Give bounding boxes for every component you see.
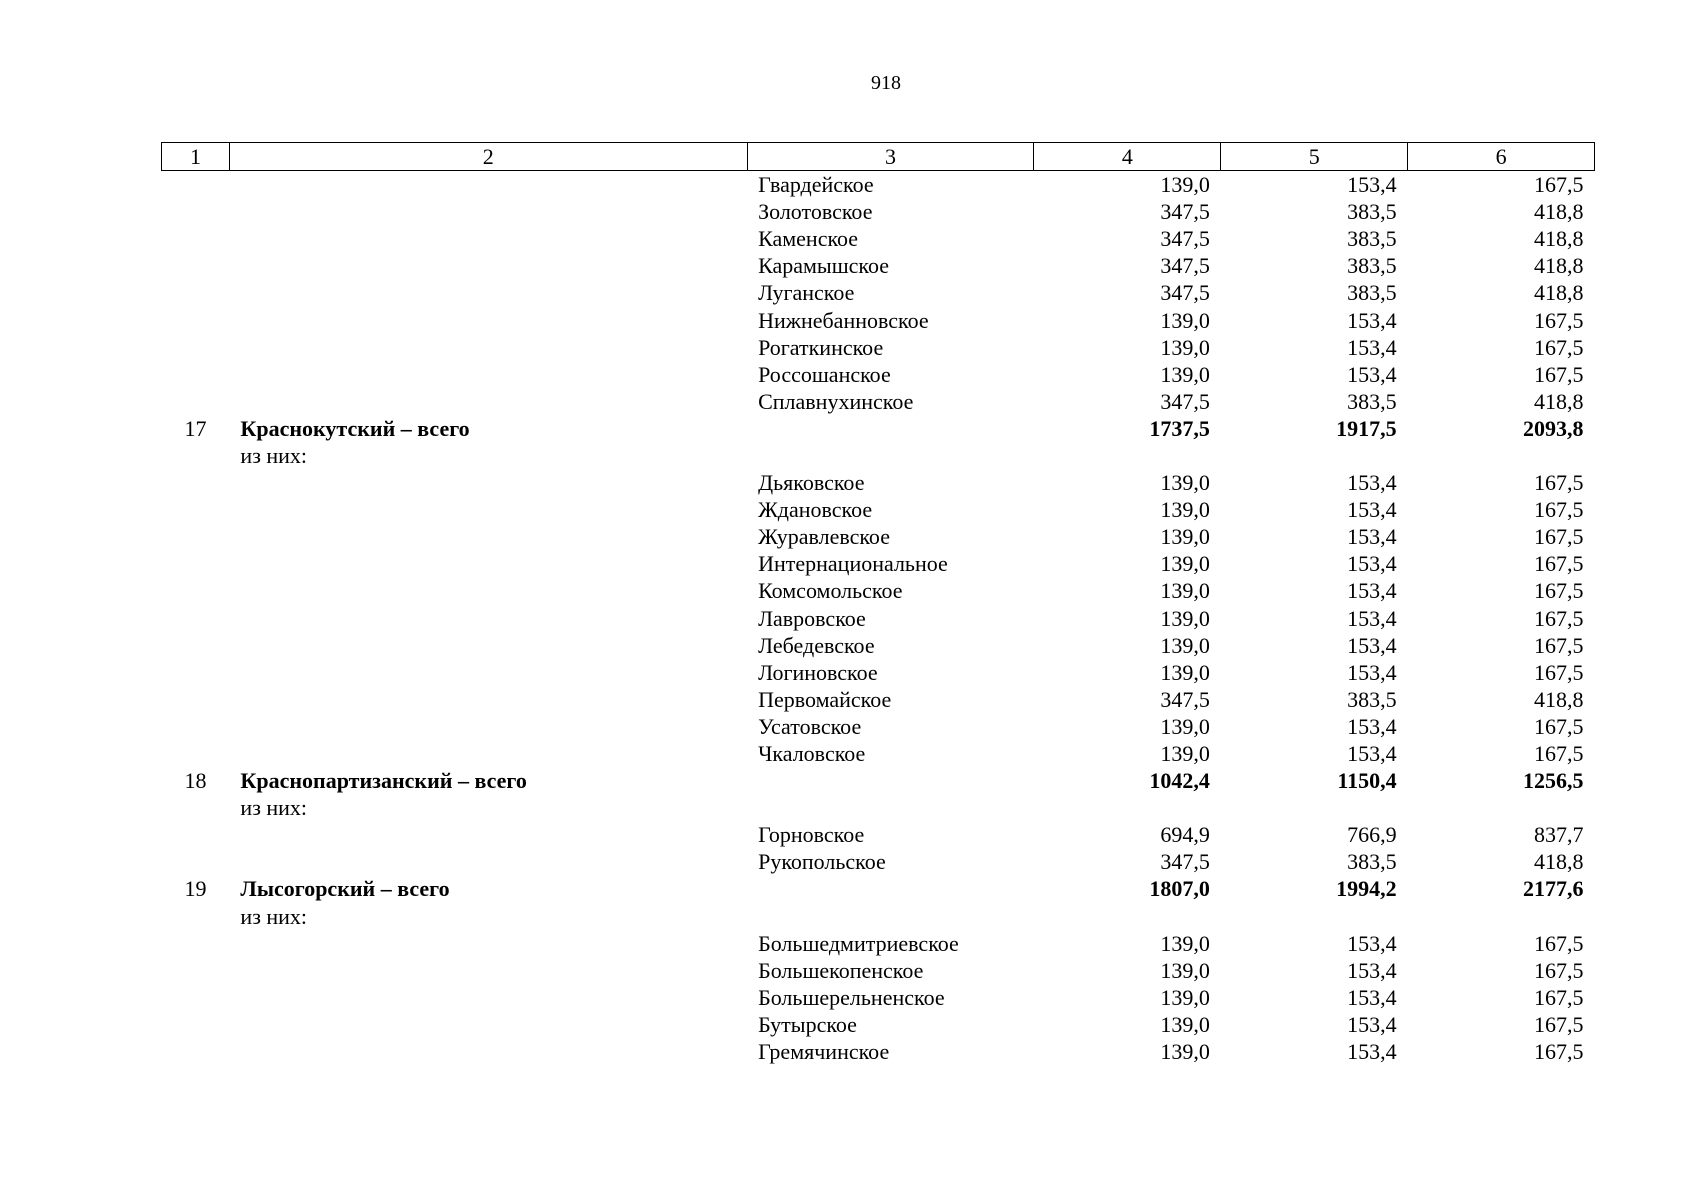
column-header-6: 6: [1408, 143, 1595, 171]
settlement-name: Горновское: [758, 822, 865, 848]
row-number: [162, 279, 230, 306]
value-col-4: 139,0: [1160, 605, 1210, 631]
value-col-5: 383,5: [1347, 280, 1397, 306]
value-col-4: 347,5: [1160, 849, 1210, 875]
region-name: [229, 171, 747, 199]
region-name: [229, 957, 747, 984]
region-name: [229, 550, 747, 577]
region-name: [229, 713, 747, 740]
table-row: [162, 659, 1595, 686]
settlement-name: [747, 415, 1034, 442]
row-number: [162, 848, 230, 875]
value-col-6: 2093,8: [1523, 415, 1584, 441]
value-col-6: [1408, 903, 1595, 930]
value-col-6: 1256,5: [1523, 768, 1584, 794]
table-row: [162, 279, 1595, 306]
value-col-4: 1737,5: [1149, 415, 1210, 441]
region-name: Лысогорский – всего: [240, 876, 450, 902]
page-number: 918: [871, 72, 901, 94]
region-name: [229, 279, 747, 306]
region-name: [229, 523, 747, 550]
value-col-4: 139,0: [1160, 930, 1210, 956]
row-number: 19: [184, 876, 207, 902]
table-row: [162, 577, 1595, 604]
settlement-name: Золотовское: [758, 199, 873, 225]
value-col-4: 1807,0: [1149, 876, 1210, 902]
district-total-row: [162, 415, 1595, 442]
value-col-4: 139,0: [1160, 524, 1210, 550]
value-col-6: [1408, 442, 1595, 469]
settlement-name: Усатовское: [758, 713, 862, 739]
row-number: [162, 903, 230, 930]
settlement-name: Сплавнухинское: [758, 388, 914, 414]
value-col-5: 766,9: [1347, 822, 1397, 848]
region-name: [229, 388, 747, 415]
value-col-4: 139,0: [1160, 659, 1210, 685]
region-name: [229, 984, 747, 1011]
value-col-4: 347,5: [1160, 226, 1210, 252]
column-header-5: 5: [1221, 143, 1408, 171]
district-total-row: [162, 767, 1595, 794]
value-col-6: 167,5: [1534, 1039, 1584, 1065]
table-row: [162, 523, 1595, 550]
value-col-5: 383,5: [1347, 686, 1397, 712]
region-name: Краснопартизанский – всего: [240, 768, 527, 794]
settlement-name: Журавлевское: [758, 524, 890, 550]
settlement-name: Каменское: [758, 226, 859, 252]
value-col-5: 153,4: [1347, 551, 1397, 577]
settlement-name: Лебедевское: [758, 632, 875, 658]
value-col-5: 153,4: [1347, 524, 1397, 550]
region-name: из них:: [240, 795, 308, 821]
value-col-6: 167,5: [1534, 984, 1584, 1010]
value-col-4: 1042,4: [1149, 768, 1210, 794]
value-col-5: 383,5: [1347, 199, 1397, 225]
value-col-5: 153,4: [1347, 578, 1397, 604]
value-col-6: 167,5: [1534, 361, 1584, 387]
value-col-4: 139,0: [1160, 470, 1210, 496]
value-col-6: 167,5: [1534, 334, 1584, 360]
value-col-4: 139,0: [1160, 334, 1210, 360]
value-col-4: 139,0: [1160, 741, 1210, 767]
region-name: [229, 659, 747, 686]
settlement-name: Дьяковское: [758, 470, 865, 496]
table-row: [162, 469, 1595, 496]
value-col-5: 153,4: [1347, 1039, 1397, 1065]
value-col-6: 167,5: [1534, 307, 1584, 333]
settlement-name: Гремячинское: [758, 1039, 890, 1065]
value-col-5: 153,4: [1347, 713, 1397, 739]
row-number: [162, 442, 230, 469]
region-name: [229, 1038, 747, 1065]
value-col-5: 383,5: [1347, 388, 1397, 414]
value-col-5: 153,4: [1347, 659, 1397, 685]
row-number: [162, 171, 230, 199]
row-number: [162, 821, 230, 848]
settlement-name: Большедмитриевское: [758, 930, 959, 956]
region-name: [229, 1011, 747, 1038]
header-row: [162, 143, 1595, 171]
value-col-5: 383,5: [1347, 253, 1397, 279]
value-col-4: 139,0: [1160, 713, 1210, 739]
value-col-6: 167,5: [1534, 605, 1584, 631]
value-col-5: 153,4: [1347, 605, 1397, 631]
region-name: [229, 306, 747, 333]
region-name: [229, 225, 747, 252]
region-name: [229, 469, 747, 496]
row-number: [162, 306, 230, 333]
region-name: [229, 361, 747, 388]
row-number: [162, 957, 230, 984]
subheading-row: [162, 794, 1595, 821]
settlement-name: Ждановское: [758, 497, 873, 523]
table-row: [162, 821, 1595, 848]
row-number: [162, 496, 230, 523]
settlement-name: Большекопенское: [758, 957, 924, 983]
data-table: [161, 142, 1595, 1065]
value-col-6: 167,5: [1534, 632, 1584, 658]
value-col-5: 153,4: [1347, 497, 1397, 523]
value-col-5: 1917,5: [1336, 415, 1397, 441]
settlement-name: Комсомольское: [758, 578, 903, 604]
region-name: из них:: [240, 903, 308, 929]
value-col-4: 139,0: [1160, 551, 1210, 577]
value-col-5: [1221, 903, 1408, 930]
value-col-5: 153,4: [1347, 632, 1397, 658]
settlement-name: Чкаловское: [758, 741, 866, 767]
settlement-name: Первомайское: [758, 686, 892, 712]
value-col-5: 383,5: [1347, 849, 1397, 875]
value-col-4: 139,0: [1160, 1039, 1210, 1065]
value-col-6: 837,7: [1534, 822, 1584, 848]
value-col-5: 153,4: [1347, 470, 1397, 496]
value-col-6: 167,5: [1534, 578, 1584, 604]
region-name: [229, 252, 747, 279]
row-number: [162, 794, 230, 821]
region-name: [229, 605, 747, 632]
row-number: [162, 388, 230, 415]
row-number: [162, 1011, 230, 1038]
settlement-name: [747, 767, 1034, 794]
value-col-4: 347,5: [1160, 686, 1210, 712]
value-col-5: 153,4: [1347, 361, 1397, 387]
region-name: [229, 496, 747, 523]
value-col-5: 153,4: [1347, 741, 1397, 767]
row-number: [162, 252, 230, 279]
table-row: [162, 1038, 1595, 1065]
table-row: [162, 496, 1595, 523]
table-row: [162, 550, 1595, 577]
table-body: [162, 171, 1595, 1066]
settlement-name: Луганское: [758, 280, 855, 306]
settlement-name: Рукопольское: [758, 849, 886, 875]
row-number: [162, 659, 230, 686]
value-col-4: 139,0: [1160, 1011, 1210, 1037]
table-row: [162, 388, 1595, 415]
region-name: [229, 848, 747, 875]
row-number: [162, 550, 230, 577]
row-number: 18: [184, 768, 207, 794]
value-col-6: 167,5: [1534, 957, 1584, 983]
value-col-5: [1221, 794, 1408, 821]
value-col-4: 139,0: [1160, 497, 1210, 523]
settlement-name: Нижнебанновское: [758, 307, 929, 333]
value-col-6: 418,8: [1534, 199, 1584, 225]
value-col-6: 167,5: [1534, 524, 1584, 550]
region-name: [229, 632, 747, 659]
value-col-6: 167,5: [1534, 741, 1584, 767]
region-name: [229, 930, 747, 957]
row-number: [162, 713, 230, 740]
settlement-name: [747, 794, 1034, 821]
value-col-4: 139,0: [1160, 632, 1210, 658]
table-row: [162, 171, 1595, 199]
value-col-4: 139,0: [1160, 578, 1210, 604]
value-col-6: 167,5: [1534, 930, 1584, 956]
value-col-4: [1034, 442, 1221, 469]
table-row: [162, 334, 1595, 361]
row-number: [162, 740, 230, 767]
value-col-6: 2177,6: [1523, 876, 1584, 902]
row-number: [162, 523, 230, 550]
value-col-4: 139,0: [1160, 172, 1210, 198]
region-name: [229, 686, 747, 713]
value-col-4: 139,0: [1160, 984, 1210, 1010]
value-col-6: 167,5: [1534, 551, 1584, 577]
column-header-1: 1: [162, 143, 230, 171]
value-col-4: [1034, 794, 1221, 821]
table-row: [162, 632, 1595, 659]
value-col-6: 418,8: [1534, 686, 1584, 712]
settlement-name: Россошанское: [758, 361, 891, 387]
value-col-5: 153,4: [1347, 957, 1397, 983]
value-col-6: 418,8: [1534, 253, 1584, 279]
table-row: [162, 252, 1595, 279]
value-col-5: 153,4: [1347, 334, 1397, 360]
value-col-4: 347,5: [1160, 388, 1210, 414]
value-col-6: 418,8: [1534, 388, 1584, 414]
settlement-name: Лавровское: [758, 605, 866, 631]
value-col-6: 167,5: [1534, 172, 1584, 198]
value-col-5: 1150,4: [1337, 768, 1397, 794]
column-header-4: 4: [1034, 143, 1221, 171]
value-col-5: 383,5: [1347, 226, 1397, 252]
settlement-name: Рогаткинское: [758, 334, 884, 360]
table-row: [162, 686, 1595, 713]
region-name: из них:: [240, 442, 308, 468]
table-row: [162, 361, 1595, 388]
region-name: [229, 577, 747, 604]
table-row: [162, 306, 1595, 333]
value-col-6: 167,5: [1534, 713, 1584, 739]
value-col-4: 347,5: [1160, 199, 1210, 225]
row-number: [162, 930, 230, 957]
table-row: [162, 957, 1595, 984]
row-number: [162, 198, 230, 225]
table-row: [162, 930, 1595, 957]
value-col-5: 153,4: [1347, 930, 1397, 956]
value-col-6: 418,8: [1534, 226, 1584, 252]
value-col-6: 167,5: [1534, 470, 1584, 496]
row-number: [162, 225, 230, 252]
value-col-6: 167,5: [1534, 659, 1584, 685]
settlement-name: Бутырское: [758, 1011, 857, 1037]
value-col-4: 139,0: [1160, 307, 1210, 333]
region-name: Краснокутский – всего: [240, 415, 470, 441]
settlement-name: Большерельненское: [758, 984, 945, 1010]
settlement-name: [747, 875, 1034, 902]
value-col-4: [1034, 903, 1221, 930]
value-col-4: 139,0: [1160, 957, 1210, 983]
value-col-4: 694,9: [1160, 822, 1210, 848]
value-col-5: 153,4: [1347, 984, 1397, 1010]
value-col-5: 153,4: [1347, 172, 1397, 198]
subheading-row: [162, 442, 1595, 469]
table-row: [162, 848, 1595, 875]
row-number: [162, 605, 230, 632]
table-row: [162, 1011, 1595, 1038]
table-row: [162, 740, 1595, 767]
value-col-4: 347,5: [1160, 280, 1210, 306]
settlement-name: Карамышское: [758, 253, 890, 279]
settlement-name: [747, 903, 1034, 930]
value-col-6: [1408, 794, 1595, 821]
value-col-6: 418,8: [1534, 849, 1584, 875]
settlement-name: Интернациональное: [758, 551, 948, 577]
row-number: [162, 577, 230, 604]
value-col-6: 167,5: [1534, 1011, 1584, 1037]
row-number: [162, 686, 230, 713]
value-col-4: 139,0: [1160, 361, 1210, 387]
row-number: [162, 334, 230, 361]
column-header-3: 3: [747, 143, 1034, 171]
region-name: [229, 334, 747, 361]
row-number: 17: [184, 415, 207, 441]
row-number: [162, 469, 230, 496]
settlement-name: Гвардейское: [758, 172, 874, 198]
table-row: [162, 713, 1595, 740]
value-col-6: 418,8: [1534, 280, 1584, 306]
table-row: [162, 225, 1595, 252]
value-col-5: 1994,2: [1336, 876, 1397, 902]
settlement-name: Логиновское: [758, 659, 878, 685]
table-row: [162, 984, 1595, 1011]
value-col-6: 167,5: [1534, 497, 1584, 523]
region-name: [229, 198, 747, 225]
district-total-row: [162, 875, 1595, 902]
value-col-5: 153,4: [1347, 1011, 1397, 1037]
row-number: [162, 1038, 230, 1065]
row-number: [162, 361, 230, 388]
region-name: [229, 821, 747, 848]
value-col-5: 153,4: [1347, 307, 1397, 333]
table-row: [162, 605, 1595, 632]
settlement-name: [747, 442, 1034, 469]
region-name: [229, 740, 747, 767]
row-number: [162, 632, 230, 659]
table-row: [162, 198, 1595, 225]
column-header-2: 2: [229, 143, 747, 171]
value-col-5: [1221, 442, 1408, 469]
row-number: [162, 984, 230, 1011]
value-col-4: 347,5: [1160, 253, 1210, 279]
subheading-row: [162, 903, 1595, 930]
